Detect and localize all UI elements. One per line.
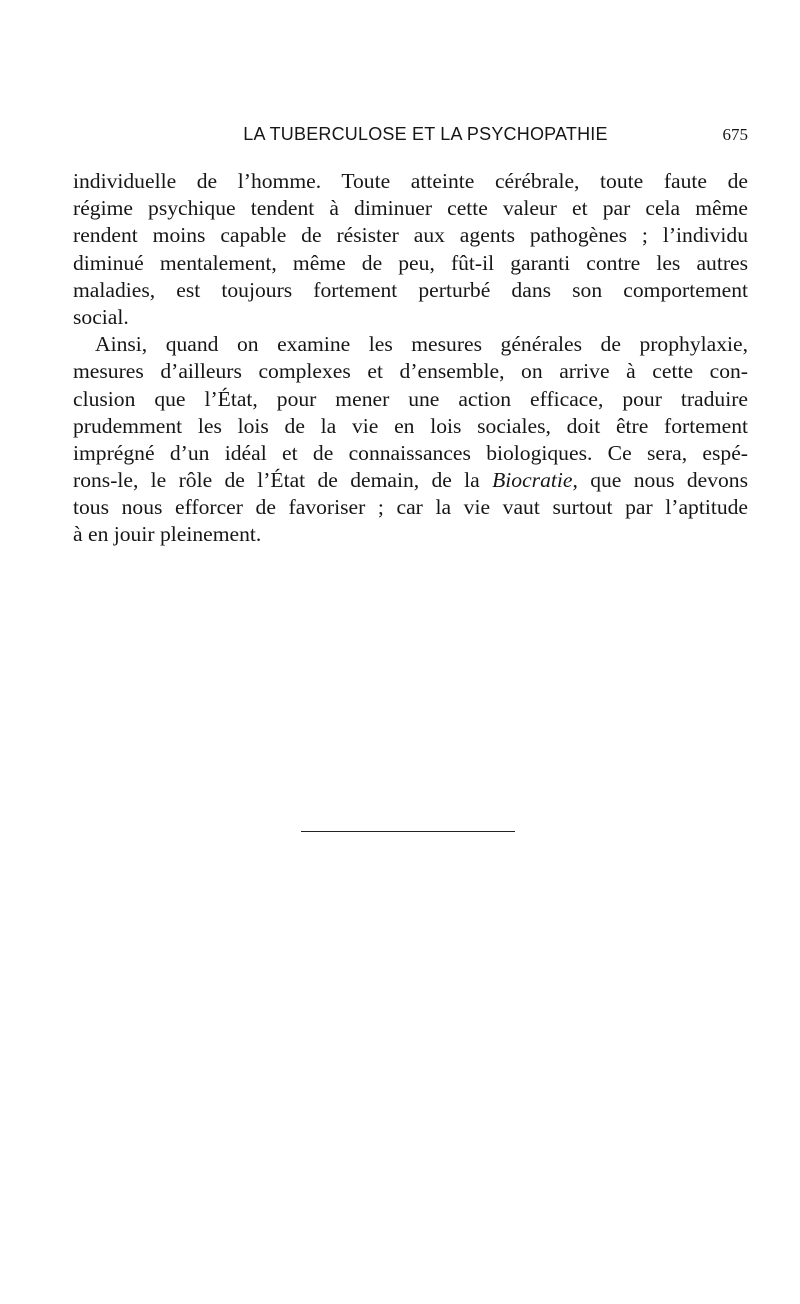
running-header bbox=[73, 124, 748, 150]
text-line: régime psychique tendent à diminuer cette valeur et par cela même bbox=[73, 196, 748, 221]
text-line: maladies, est toujours fortement perturbé dans son comportement bbox=[73, 277, 748, 302]
text-line: diminué mentalement, même de peu, fût-il garanti contre les autres bbox=[73, 250, 748, 275]
text-line-with-italic bbox=[73, 467, 748, 494]
running-title: LA TUBERCULOSE ET LA PSYCHOPATHIE bbox=[243, 124, 608, 144]
text-line: rendent moins capable de résister aux agents pathogènes ; l’individu bbox=[73, 223, 748, 248]
text-line: mesures d’ailleurs complexes et d’ensemble, on arrive à cette con- bbox=[73, 359, 748, 384]
section-end-rule bbox=[301, 831, 515, 832]
text-line: tous nous efforcer de favoriser ; car la vie vaut surtout par l’aptitude bbox=[73, 495, 748, 520]
text-line: prudemment les lois de la vie en lois sociales, doit être fortement bbox=[73, 413, 748, 438]
text-line: clusion que l’État, pour mener une action efficace, pour traduire bbox=[73, 386, 748, 411]
italic-term: Biocratie bbox=[492, 468, 573, 493]
text-segment: , que nous devons bbox=[572, 468, 748, 493]
text-line: social. bbox=[73, 304, 129, 329]
paragraph-1 bbox=[73, 168, 748, 331]
paragraph-2 bbox=[73, 331, 748, 549]
text-segment: rons-le, le rôle de l’État de demain, de la bbox=[73, 468, 493, 493]
text-line: imprégné d’un idéal et de connaissances biologiques. Ce sera, espé- bbox=[73, 440, 748, 465]
text-line: à en jouir pleinement. bbox=[73, 522, 262, 547]
page-number: 675 bbox=[722, 125, 748, 144]
text-line: individuelle de l’homme. Toute atteinte cérébrale, toute faute de bbox=[73, 169, 748, 193]
body-text bbox=[73, 168, 748, 549]
text-line: Ainsi, quand on examine les mesures générales de prophylaxie, bbox=[95, 332, 748, 357]
